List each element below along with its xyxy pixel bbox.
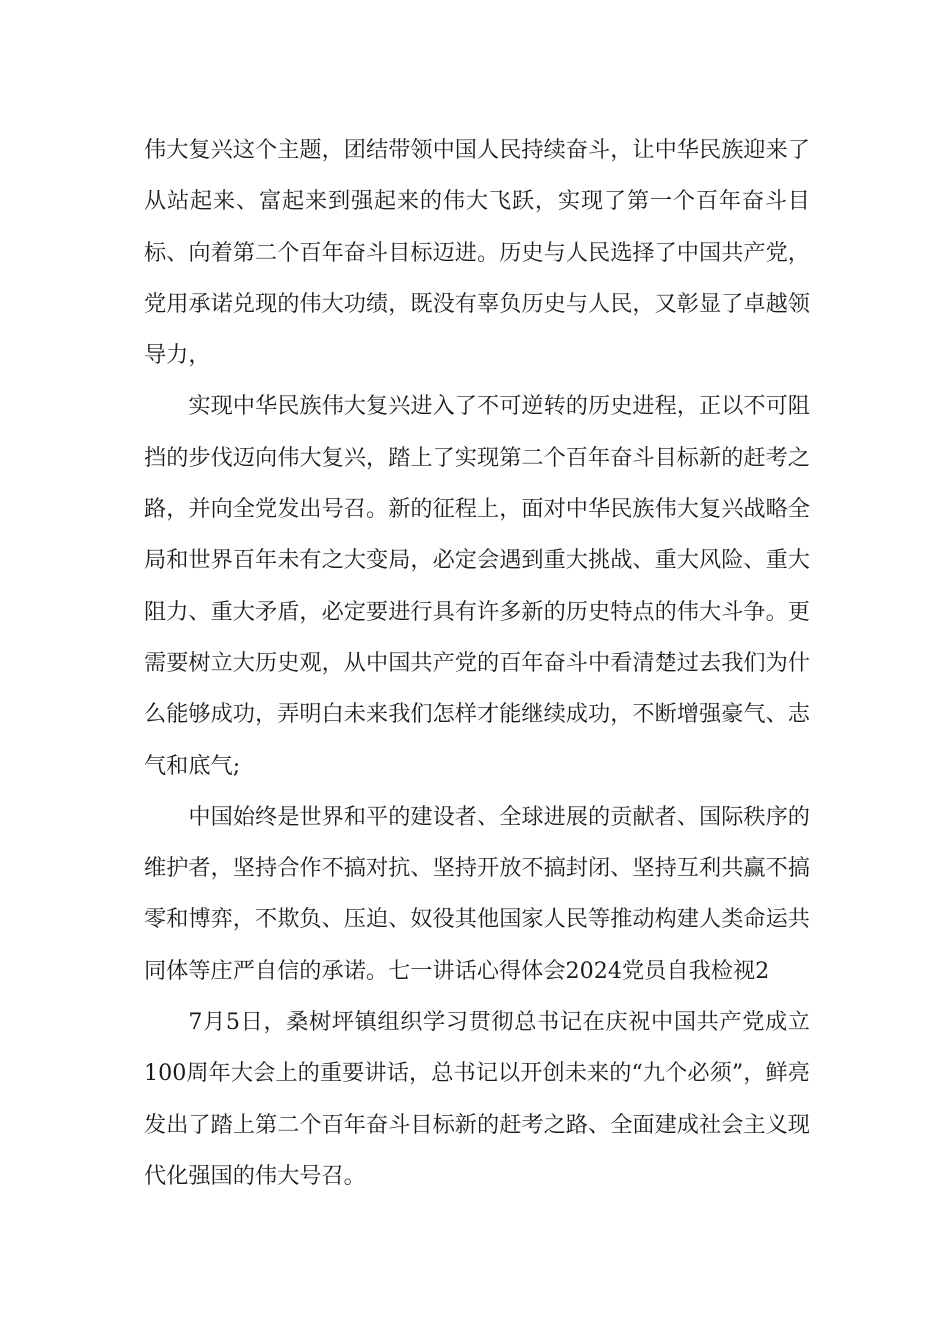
paragraph-3: 中国始终是世界和平的建设者、全球进展的贡献者、国际秩序的维护者，坚持合作不搞对抗、坚持开放不搞封闭、坚持互利共赢不搞零和博弈，不欺负、压迫、奴役其他国家人民等推动构建人类命运共同体等庄严自信的承诺。七一讲话心得体会2024党员自我检视2 xyxy=(144,803,810,984)
paragraph-1: 伟大复兴这个主题，团结带领中国人民持续奋斗，让中华民族迎来了从站起来、富起来到强起来的伟大飞跃，实现了第一个百年奋斗目标、向着第二个百年奋斗目标迈进。历史与人民选择了中国共产党，党用承诺兑现的伟大功绩，既没有辜负历史与人民，又彰显了卓越领导力， xyxy=(144,137,810,369)
paragraph-4: 7月5日，桑树坪镇组织学习贯彻总书记在庆祝中国共产党成立100周年大会上的重要讲话，总书记以开创未来的“九个必须”，鲜亮发出了踏上第二个百年奋斗目标新的赶考之路、全面建成社会主义现代化强国的伟大号召。 xyxy=(144,1009,810,1189)
document-body xyxy=(144,125,810,1202)
paragraph-2: 实现中华民族伟大复兴进入了不可逆转的历史进程，正以不可阻挡的步伐迈向伟大复兴，踏上了实现第二个百年奋斗目标新的赶考之路，并向全党发出号召。新的征程上，面对中华民族伟大复兴战略全局和世界百年未有之大变局，必定会遇到重大挑战、重大风险、重大阻力、重大矛盾，必定要进行具有许多新的历史特点的伟大斗争。更需要树立大历史观，从中国共产党的百年奋斗中看清楚过去我们为什么能够成功，弄明白未来我们怎样才能继续成功，不断增强豪气、志气和底气; xyxy=(144,393,810,779)
